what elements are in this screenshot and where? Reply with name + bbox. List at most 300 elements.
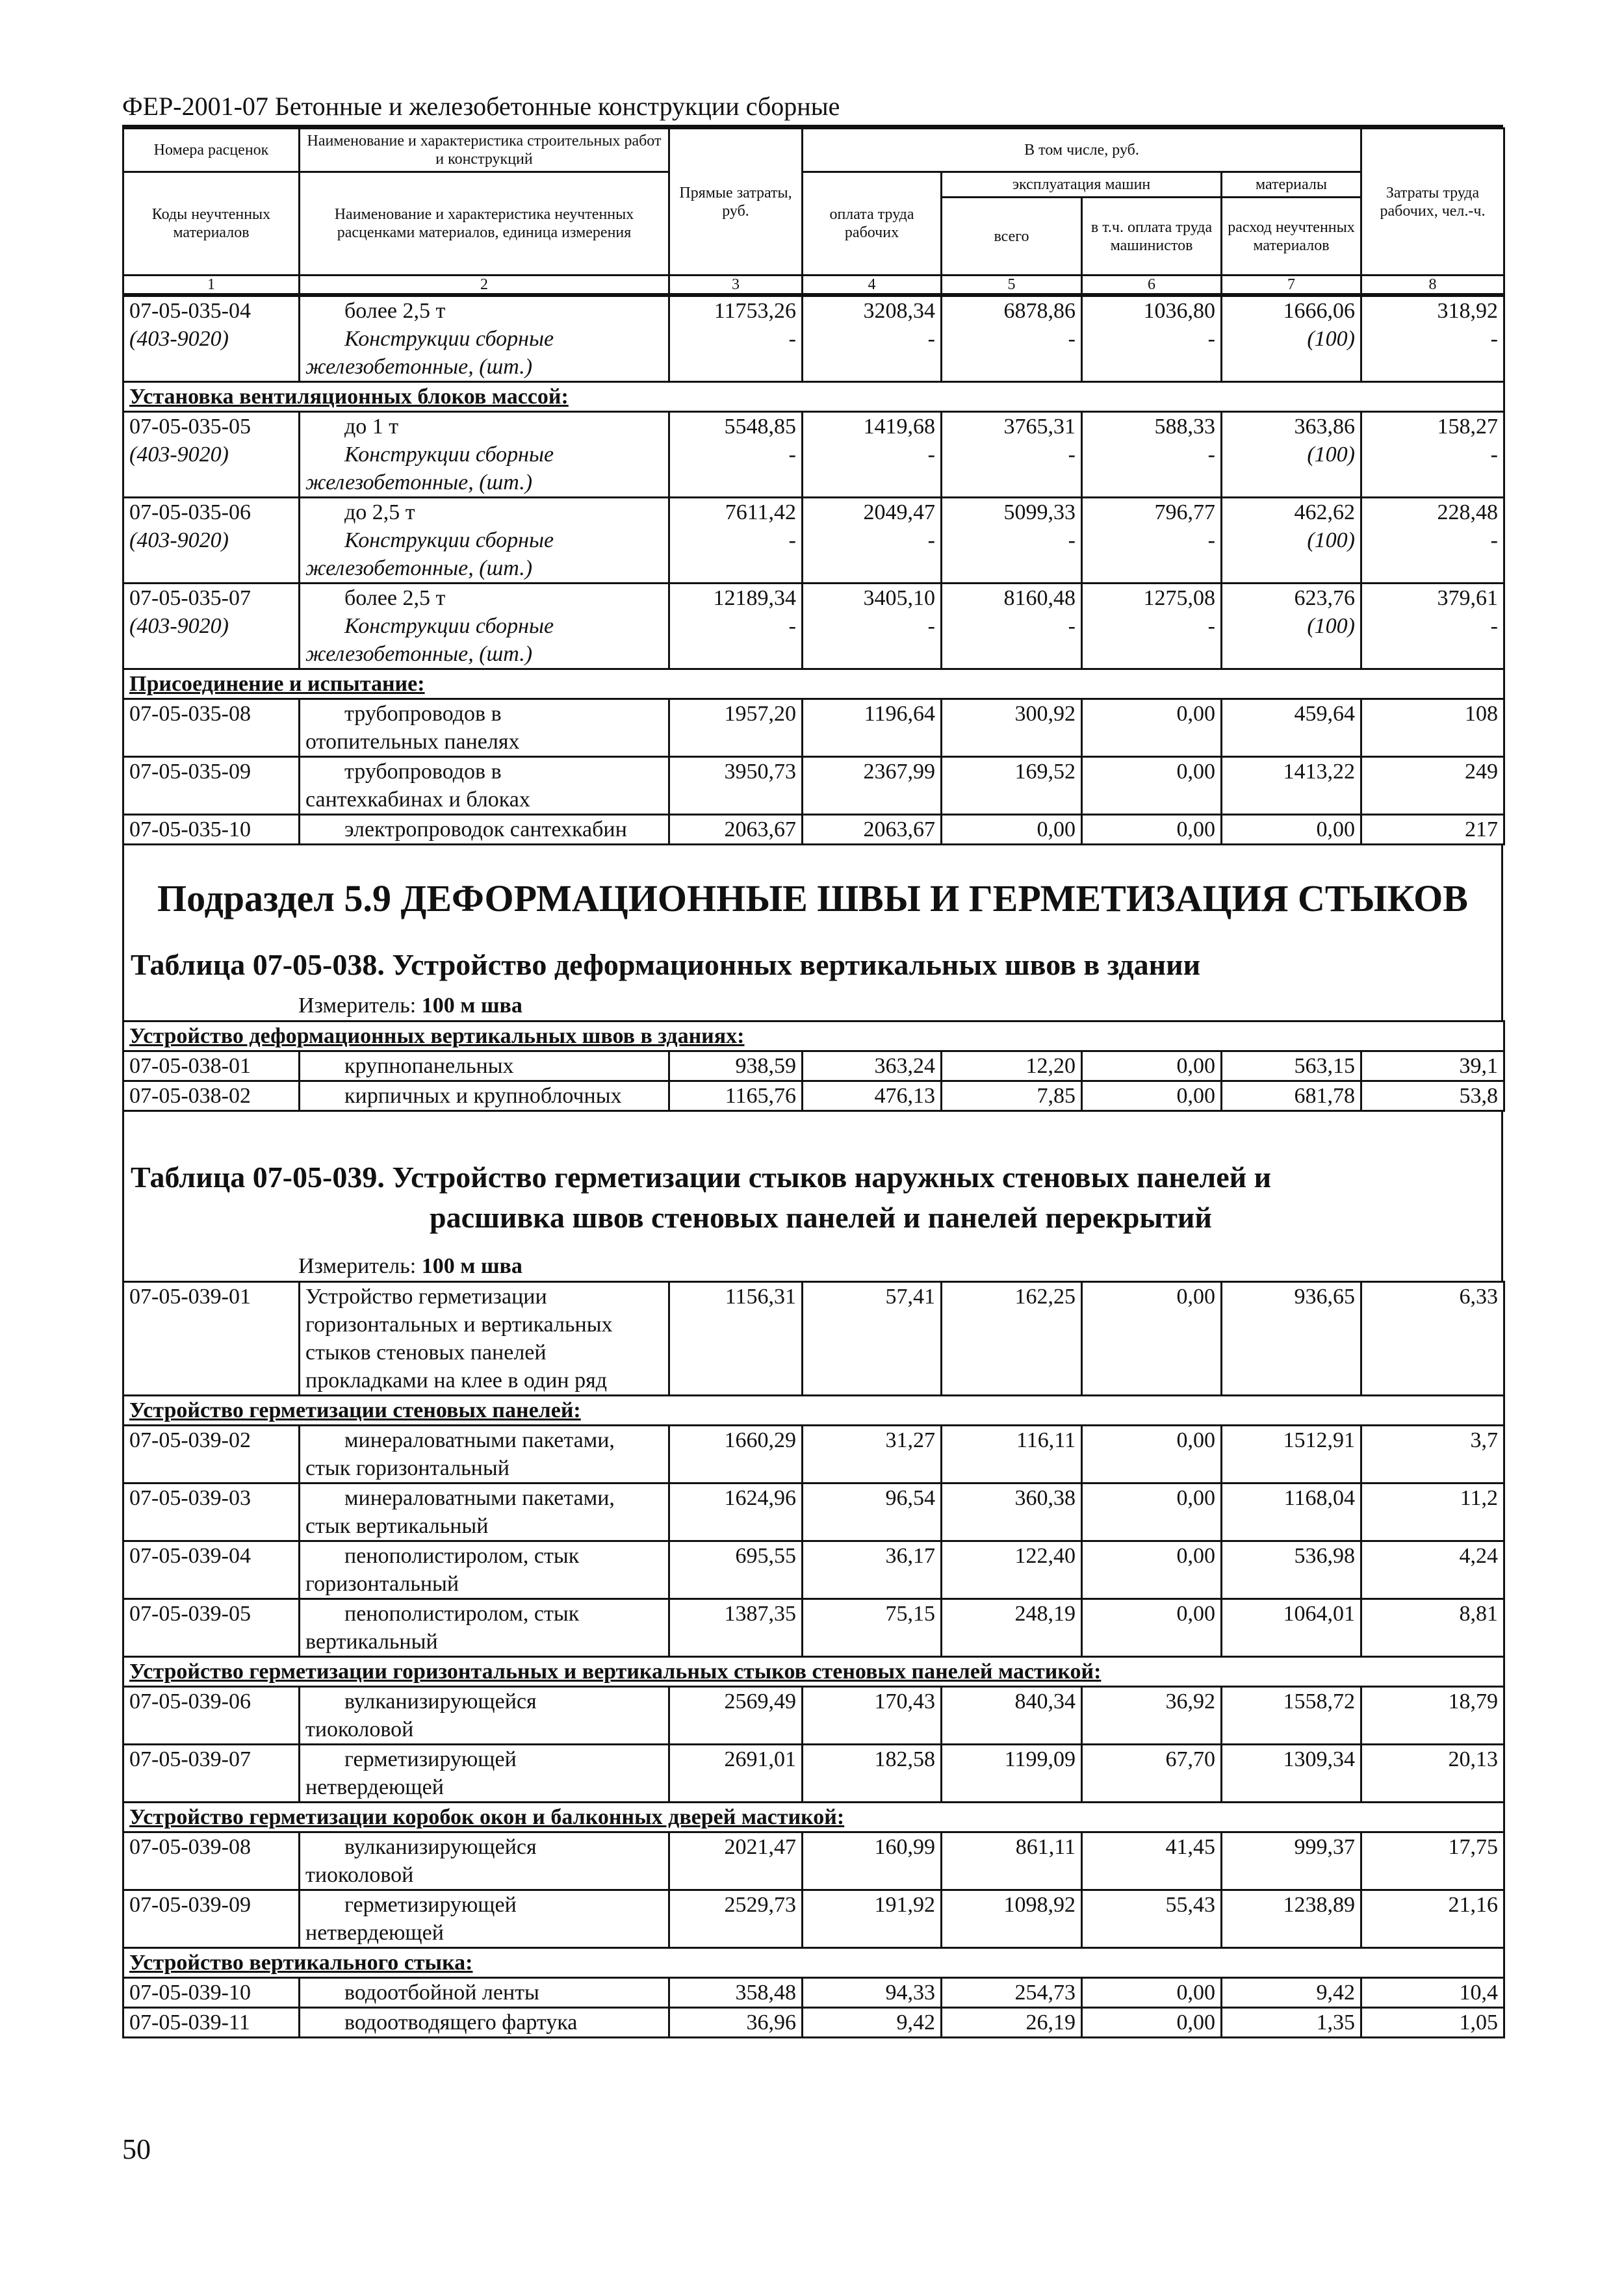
rate-code [123, 1890, 300, 1948]
material-value: - [788, 614, 796, 638]
value-cell [1222, 1081, 1361, 1111]
rate-code [123, 1426, 300, 1483]
value-cell [803, 412, 942, 498]
value: 5099,33 [1003, 500, 1076, 524]
value: 1666,06 [1283, 299, 1355, 323]
rate-code-line: 07-05-039-04 [129, 1544, 251, 1568]
material-value: - [927, 443, 935, 467]
value: 20,13 [1448, 1747, 1498, 1771]
work-name-line: кирпичных и крупноблочных [344, 1084, 622, 1108]
table-038 [122, 1020, 1505, 1112]
value: 36,17 [885, 1544, 935, 1568]
value: 1199,09 [1004, 1747, 1076, 1771]
value-cell [1361, 1599, 1504, 1657]
value: 6878,86 [1003, 299, 1076, 323]
rate-code-line: 07-05-039-10 [129, 1981, 251, 2005]
work-name [300, 584, 669, 669]
value-cell [1361, 1282, 1504, 1396]
value-cell [803, 815, 942, 845]
work-name [300, 412, 669, 498]
table-row [123, 1599, 1504, 1657]
header-materials: материалы [1222, 172, 1361, 198]
value: 1156,31 [725, 1285, 796, 1309]
value: 1275,08 [1143, 586, 1215, 610]
work-name [300, 1599, 669, 1657]
rate-code-line: 07-05-035-10 [129, 817, 251, 841]
rate-code-line: 07-05-035-06 [129, 500, 251, 524]
rate-code [123, 1081, 300, 1111]
work-name [300, 498, 669, 584]
value: 11,2 [1460, 1486, 1498, 1510]
table-row [123, 757, 1504, 815]
document-page [122, 91, 1503, 2038]
value-cell [1361, 498, 1504, 584]
value: 7611,42 [725, 500, 796, 524]
value: 18,79 [1448, 1689, 1498, 1714]
value-cell [1082, 498, 1222, 584]
work-name-line: сантехкабинах и блоках [305, 788, 530, 812]
rates-table [122, 295, 1505, 845]
table-row [123, 1081, 1504, 1111]
col-number: 7 [1222, 276, 1361, 294]
work-name [300, 1483, 669, 1541]
value-cell [1082, 699, 1222, 757]
subsection-title: Устройство деформационных вертикальных швов в зданиях: [123, 1021, 1504, 1051]
value-cell [1222, 1832, 1361, 1890]
value: 476,13 [874, 1084, 935, 1108]
value-cell [942, 584, 1082, 669]
work-name-line: стык горизонтальный [305, 1456, 509, 1480]
value: 248,19 [1014, 1602, 1076, 1626]
header-machines: эксплуатация машин [942, 172, 1222, 198]
value-cell [1361, 1745, 1504, 1803]
value-cell [803, 2008, 942, 2038]
value: 55,43 [1165, 1893, 1215, 1917]
value-cell [669, 1426, 803, 1483]
material-value: - [1207, 443, 1215, 467]
value-cell [1361, 1426, 1504, 1483]
value-cell [1222, 1282, 1361, 1396]
value: 0,00 [1176, 1544, 1215, 1568]
rate-code [123, 1978, 300, 2008]
value-cell [1361, 815, 1504, 845]
table-row [123, 498, 1504, 584]
value-cell [942, 1599, 1082, 1657]
work-name-line: тиоколовой [305, 1863, 414, 1887]
header-operators-wages: в т.ч. оплата труда машинистов [1082, 198, 1222, 276]
subsection-row [123, 382, 1504, 412]
value-cell [1361, 1051, 1504, 1081]
value: 5548,85 [724, 415, 796, 439]
value-cell [669, 1541, 803, 1599]
value: 363,86 [1294, 415, 1355, 439]
value-cell [1082, 2008, 1222, 2038]
value: 6,33 [1459, 1285, 1498, 1309]
rate-code [123, 757, 300, 815]
value-cell [1222, 1978, 1361, 2008]
work-name-line: более 2,5 т [344, 586, 446, 610]
table-039 [122, 1281, 1505, 2038]
value: 563,15 [1294, 1054, 1355, 1078]
value-cell [1361, 699, 1504, 757]
value: 10,4 [1459, 1981, 1498, 2005]
value: 695,55 [735, 1544, 796, 1568]
work-name-line: вулканизирующейся [344, 1689, 537, 1714]
value-cell [803, 757, 942, 815]
value: 459,64 [1294, 702, 1355, 726]
value: 53,8 [1459, 1084, 1498, 1108]
col-number: 3 [669, 276, 803, 294]
value-cell [942, 1051, 1082, 1081]
table-row [123, 584, 1504, 669]
value: 57,41 [885, 1285, 935, 1309]
rate-code-line: 07-05-039-05 [129, 1602, 251, 1626]
value-cell [803, 584, 942, 669]
material-value: - [1207, 614, 1215, 638]
material-value: - [1490, 443, 1498, 467]
rate-code [123, 498, 300, 584]
work-name [300, 1051, 669, 1081]
work-name [300, 2008, 669, 2038]
value: 67,70 [1165, 1747, 1215, 1771]
rate-code-line: 07-05-038-02 [129, 1084, 251, 1108]
value: 363,24 [874, 1054, 935, 1078]
value: 840,34 [1014, 1689, 1076, 1714]
value: 1957,20 [724, 702, 796, 726]
header-material-codes: Коды неучтенных материалов [123, 172, 300, 276]
table-039-title [124, 1112, 1501, 1244]
table-row [123, 1426, 1504, 1483]
rate-code-line: 07-05-035-05 [129, 415, 251, 439]
value-cell [942, 412, 1082, 498]
value: 536,98 [1294, 1544, 1355, 1568]
value-cell [1082, 1745, 1222, 1803]
value-cell [669, 699, 803, 757]
subsection-row [123, 1396, 1504, 1426]
value-cell [1082, 1978, 1222, 2008]
value-cell [1082, 1890, 1222, 1948]
table-row [123, 1282, 1504, 1396]
value: 96,54 [885, 1486, 935, 1510]
work-name-line: горизонтальный [305, 1572, 459, 1596]
value-cell [803, 296, 942, 382]
value: 162,25 [1014, 1285, 1076, 1309]
value: 36,96 [746, 2010, 796, 2035]
value: 1512,91 [1283, 1428, 1355, 1452]
subsection-row [123, 1657, 1504, 1687]
value-cell [669, 1081, 803, 1111]
material-value: - [1068, 614, 1076, 638]
value: 1036,80 [1143, 299, 1215, 323]
value-cell [1361, 584, 1504, 669]
value: 1064,01 [1283, 1602, 1355, 1626]
value-cell [669, 412, 803, 498]
meter-value: 100 м шва [421, 1254, 522, 1278]
work-name-line: тиоколовой [305, 1717, 414, 1741]
value-cell [1222, 1541, 1361, 1599]
value-cell [1082, 412, 1222, 498]
value-cell [942, 1745, 1082, 1803]
material-value: - [1207, 528, 1215, 552]
material-value: - [1490, 614, 1498, 638]
col-number: 8 [1361, 276, 1504, 294]
work-name-line: водоотбойной ленты [344, 1981, 539, 2005]
value-cell [669, 815, 803, 845]
subsection-title: Устройство герметизации коробок окон и балконных дверей мастикой: [123, 1803, 1504, 1832]
rate-code-line: 07-05-039-07 [129, 1747, 251, 1771]
value: 861,11 [1015, 1835, 1076, 1859]
work-name-line: Конструкции сборные [344, 327, 554, 351]
value-cell [1361, 296, 1504, 382]
value-cell [942, 757, 1082, 815]
value-cell [803, 1081, 942, 1111]
rate-code [123, 1541, 300, 1599]
work-name-line: минераловатными пакетами, [344, 1486, 615, 1510]
value-cell [669, 1687, 803, 1745]
value-cell [803, 1282, 942, 1396]
work-name [300, 296, 669, 382]
value-cell [803, 1832, 942, 1890]
value: 3,7 [1470, 1428, 1498, 1452]
table-039-title-line: Таблица 07-05-039. Устройство герметизации стыков наружных стеновых панелей и [131, 1161, 1272, 1194]
subsection-row [123, 1803, 1504, 1832]
rate-code-line: (403-9020) [129, 528, 229, 552]
table-row [123, 1832, 1504, 1890]
work-name [300, 1745, 669, 1803]
work-name-line: горизонтальных и вертикальных [305, 1313, 613, 1337]
value: 7,85 [1037, 1084, 1076, 1108]
work-name-line: железобетонные, (шт.) [305, 642, 533, 666]
col-number: 2 [300, 276, 669, 294]
value: 4,24 [1459, 1544, 1498, 1568]
value: 360,38 [1014, 1486, 1076, 1510]
value: 1413,22 [1283, 760, 1355, 784]
value-cell [1082, 1426, 1222, 1483]
value-cell [1082, 1832, 1222, 1890]
table-row [123, 1541, 1504, 1599]
value-cell [1361, 1081, 1504, 1111]
rate-code [123, 1282, 300, 1396]
value-cell [669, 1745, 803, 1803]
value-cell [669, 1599, 803, 1657]
rate-code-line: 07-05-039-02 [129, 1428, 251, 1452]
running-header: ФЕР-2001-07 Бетонные и железобетонные конструкции сборные [122, 91, 1503, 127]
header-codes: Номера расценок [123, 129, 300, 172]
value-cell [803, 498, 942, 584]
material-value: - [788, 443, 796, 467]
work-name-line: более 2,5 т [344, 299, 446, 323]
rate-code-line: 07-05-039-01 [129, 1285, 251, 1309]
work-name [300, 1890, 669, 1948]
value: 182,58 [874, 1747, 935, 1771]
value-cell [1222, 1745, 1361, 1803]
rate-code-line: 07-05-039-06 [129, 1689, 251, 1714]
rate-code-line: (403-9020) [129, 327, 229, 351]
value-cell [803, 1745, 942, 1803]
value: 1,35 [1316, 2010, 1355, 2035]
work-name [300, 1832, 669, 1890]
value: 249 [1465, 760, 1498, 784]
value-cell [669, 498, 803, 584]
value-cell [1222, 1599, 1361, 1657]
value: 1660,29 [724, 1428, 796, 1452]
value-cell [1222, 2008, 1361, 2038]
value: 31,27 [885, 1428, 935, 1452]
material-value: - [1490, 528, 1498, 552]
work-name-line: железобетонные, (шт.) [305, 470, 533, 494]
rate-code-line: (403-9020) [129, 614, 229, 638]
value-cell [942, 1282, 1082, 1396]
value: 2569,49 [724, 1689, 796, 1714]
meter-label: Измеритель: [298, 994, 417, 1018]
subsection-title: Присоединение и испытание: [123, 669, 1504, 699]
value: 122,40 [1014, 1544, 1076, 1568]
rate-code-line: 07-05-039-11 [129, 2010, 250, 2035]
value-cell [1222, 584, 1361, 669]
value: 36,92 [1165, 1689, 1215, 1714]
value-cell [803, 1890, 942, 1948]
page-number: 50 [122, 2133, 151, 2165]
table-039-title-line: расшивка швов стеновых панелей и панелей перекрытий [430, 1201, 1212, 1234]
value-cell [1361, 1832, 1504, 1890]
value: 2021,47 [724, 1835, 796, 1859]
subsection-title: Устройство герметизации стеновых панелей: [123, 1396, 1504, 1426]
value-cell [942, 1890, 1082, 1948]
header-machines-total: всего [942, 198, 1082, 276]
value: 0,00 [1316, 817, 1355, 841]
value-cell [1361, 1541, 1504, 1599]
value-cell [1222, 498, 1361, 584]
value: 75,15 [885, 1602, 935, 1626]
value: 2049,47 [863, 500, 935, 524]
work-name-line: трубопроводов в [344, 702, 502, 726]
value-cell [942, 1541, 1082, 1599]
value-cell [669, 1051, 803, 1081]
value: 1309,34 [1283, 1747, 1355, 1771]
meter-value: 100 м шва [421, 994, 522, 1018]
material-value: - [1207, 327, 1215, 351]
rate-code-line: 07-05-035-07 [129, 586, 251, 610]
table-row [123, 1051, 1504, 1081]
value-cell [1222, 1051, 1361, 1081]
value: 1165,76 [725, 1084, 796, 1108]
value-cell [669, 584, 803, 669]
value: 160,99 [874, 1835, 935, 1859]
value: 254,73 [1014, 1981, 1076, 2005]
table-039-heading [122, 1112, 1503, 1281]
value: 379,61 [1437, 586, 1498, 610]
value: 170,43 [874, 1689, 935, 1714]
value: 999,37 [1294, 1835, 1355, 1859]
value-cell [1361, 1483, 1504, 1541]
value: 41,45 [1165, 1835, 1215, 1859]
subsection-title: Устройство вертикального стыка: [123, 1948, 1504, 1978]
value: 11753,26 [714, 299, 796, 323]
value-cell [1082, 1282, 1222, 1396]
rate-code-line: 07-05-035-04 [129, 299, 251, 323]
subsection-row [123, 669, 1504, 699]
value-cell [1082, 1051, 1222, 1081]
value: 191,92 [874, 1893, 935, 1917]
header-material-use: расход неучтенных материалов [1222, 198, 1361, 276]
col-number: 6 [1082, 276, 1222, 294]
value-cell [942, 1687, 1082, 1745]
value: 0,00 [1176, 1428, 1215, 1452]
value-cell [803, 1426, 942, 1483]
material-value: (100) [1307, 614, 1355, 638]
subsection-title: Устройство герметизации горизонтальных и вертикальных стыков стеновых панелей мастикой: [123, 1657, 1504, 1687]
work-name-line: Устройство герметизации [305, 1285, 547, 1309]
column-header-table [122, 127, 1505, 295]
value-cell [803, 699, 942, 757]
rate-code [123, 584, 300, 669]
value-cell [1361, 412, 1504, 498]
material-value: - [927, 614, 935, 638]
work-name [300, 1978, 669, 2008]
value: 1558,72 [1283, 1689, 1355, 1714]
value-cell [942, 1832, 1082, 1890]
material-value: - [1490, 327, 1498, 351]
value-cell [803, 1483, 942, 1541]
work-name-line: нетвердеющей [305, 1921, 444, 1945]
value-cell [1222, 699, 1361, 757]
value: 0,00 [1176, 1084, 1215, 1108]
value: 0,00 [1176, 1285, 1215, 1309]
work-name [300, 757, 669, 815]
work-name-line: электропроводок сантехкабин [344, 817, 627, 841]
value-cell [669, 1890, 803, 1948]
value: 1387,35 [724, 1602, 796, 1626]
value: 0,00 [1176, 1486, 1215, 1510]
subsection-title: Установка вентиляционных блоков массой: [123, 382, 1504, 412]
work-name-line: нетвердеющей [305, 1775, 444, 1799]
value-cell [669, 2008, 803, 2038]
value-cell [942, 699, 1082, 757]
value: 3950,73 [724, 760, 796, 784]
work-name-line: пенополистиролом, стык [344, 1544, 580, 1568]
work-name-line: Конструкции сборные [344, 614, 554, 638]
value-cell [1082, 1599, 1222, 1657]
value: 2529,73 [724, 1893, 796, 1917]
value: 0,00 [1176, 1054, 1215, 1078]
value-cell [942, 1978, 1082, 2008]
value: 358,48 [735, 1981, 796, 2005]
value-cell [1222, 815, 1361, 845]
value-cell [1361, 757, 1504, 815]
value: 2691,01 [724, 1747, 796, 1771]
work-name-line: герметизирующей [344, 1747, 517, 1771]
work-name [300, 815, 669, 845]
value-cell [942, 296, 1082, 382]
value-cell [942, 498, 1082, 584]
value: 796,77 [1154, 500, 1215, 524]
table-039-meter [124, 1244, 1501, 1281]
value: 9,42 [1316, 1981, 1355, 2005]
work-name-line: трубопроводов в [344, 760, 502, 784]
value: 0,00 [1176, 1981, 1215, 2005]
work-name-line: железобетонные, (шт.) [305, 556, 533, 580]
col-number: 5 [942, 276, 1082, 294]
work-name-line: до 1 т [344, 415, 399, 439]
value: 938,59 [735, 1054, 796, 1078]
value: 300,92 [1014, 702, 1076, 726]
value-cell [1361, 2008, 1504, 2038]
rate-code [123, 1483, 300, 1541]
value: 936,65 [1294, 1285, 1355, 1309]
col-number: 1 [123, 276, 300, 294]
meter-label: Измеритель: [298, 1254, 417, 1278]
value-cell [1082, 815, 1222, 845]
